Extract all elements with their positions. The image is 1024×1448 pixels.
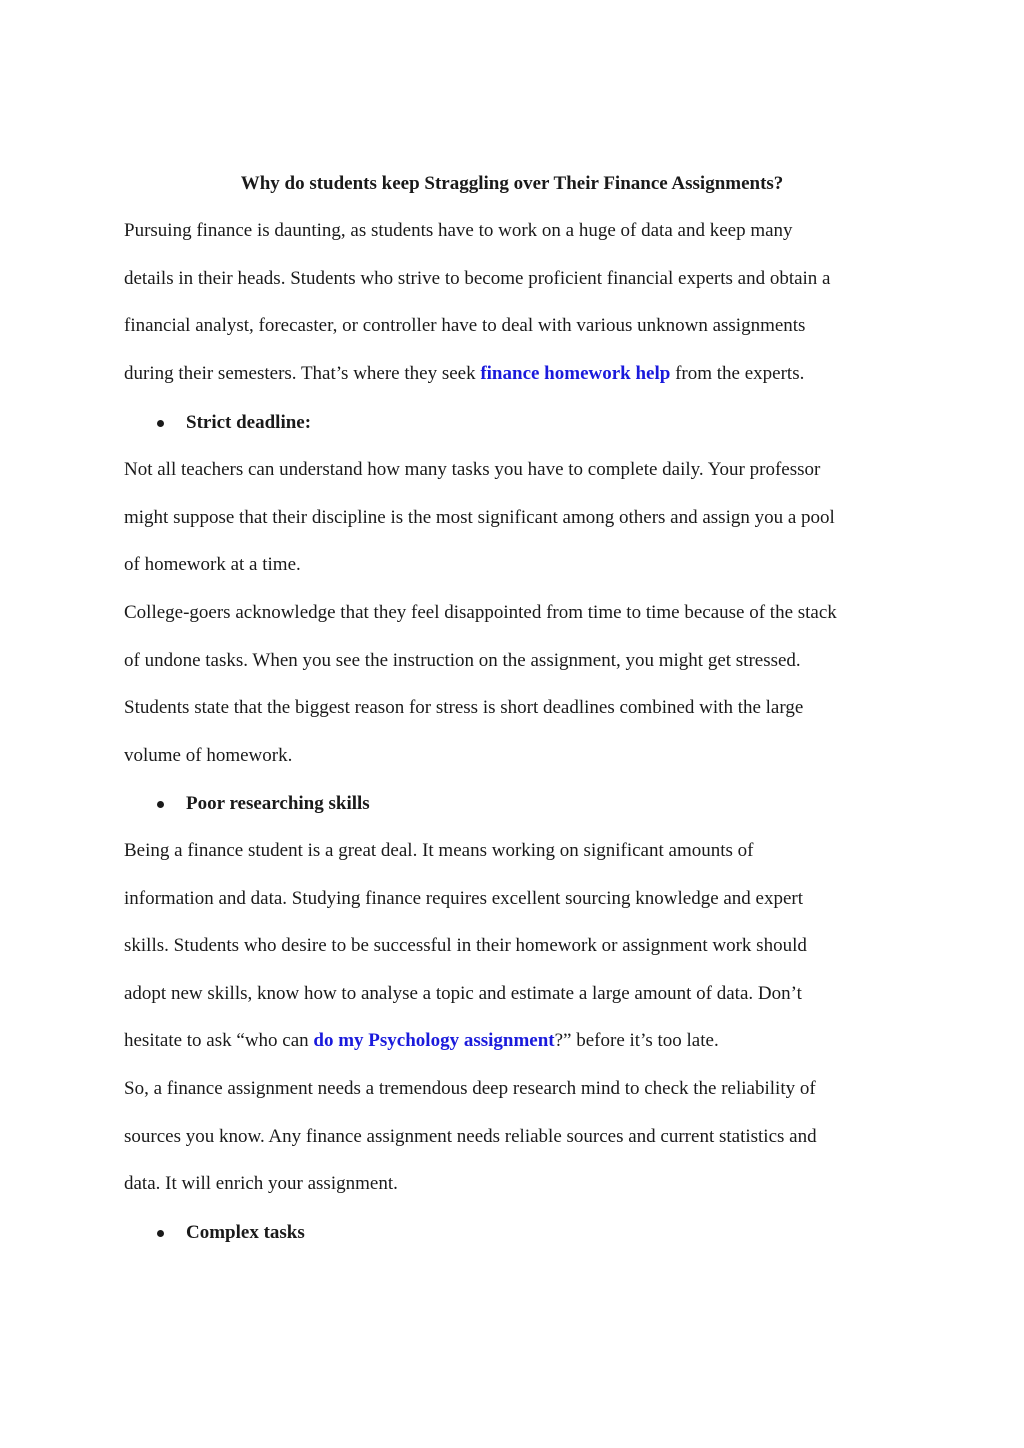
section1-p2-line-2: of undone tasks. When you see the instruction on the assignment, you might get stressed. xyxy=(124,649,801,671)
document-title: Why do students keep Straggling over Their Finance Assignments? xyxy=(240,173,784,194)
bullet-label: Complex tasks xyxy=(186,1222,305,1243)
bullet-dot-icon xyxy=(157,801,164,808)
section2-p1-line-4: adopt new skills, know how to analyse a topic and estimate a large amount of data. Don’t xyxy=(124,982,802,1004)
section1-p1-line-2: might suppose that their discipline is the most significant among others and assign you a pool xyxy=(124,506,835,528)
section2-p1-line-5-text-before: hesitate to ask “who can xyxy=(124,1030,314,1051)
section2-p1-line-5 xyxy=(124,1017,914,1065)
section1-p1-line-1: Not all teachers can understand how many tasks you have to complete daily. Your professor xyxy=(124,459,821,480)
bullet-dot-icon xyxy=(157,420,164,427)
bullet-dot-icon xyxy=(157,1230,164,1237)
section1-paragraph-1 xyxy=(124,446,914,589)
section2-paragraph-2 xyxy=(124,1065,914,1208)
bullet-label: Poor researching skills xyxy=(186,793,370,814)
section2-p2-line-1: So, a finance assignment needs a tremendous deep research mind to check the reliability of xyxy=(124,1078,816,1099)
section1-p2-line-1: College-goers acknowledge that they feel disappointed from time to time because of the stack xyxy=(124,602,837,623)
section2-p1-line-1: Being a finance student is a great deal. It means working on significant amounts of xyxy=(124,840,754,861)
section2-p1-line-3: skills. Students who desire to be successful in their homework or assignment work should xyxy=(124,935,807,956)
section2-paragraph-1 xyxy=(124,827,914,1065)
section1-p1-line-3: of homework at a time. xyxy=(124,554,301,575)
do-my-psychology-assignment-link[interactable]: do my Psychology assignment xyxy=(313,1030,555,1051)
intro-line-3: financial analyst, forecaster, or controller have to deal with various unknown assignments xyxy=(124,315,806,336)
section2-p1-line-5-text-after: ?” before it’s too late. xyxy=(554,1030,719,1051)
section1-p2-line-4: volume of homework. xyxy=(124,744,293,766)
intro-paragraph xyxy=(124,207,914,397)
intro-line-4-text-before: during their semesters. That’s where they seek xyxy=(124,362,481,384)
intro-line-1: Pursuing finance is daunting, as students have to work on a huge of data and keep many xyxy=(124,220,793,241)
section2-p1-line-2: information and data. Studying finance requires excellent sourcing knowledge and expert xyxy=(124,887,804,909)
intro-line-4 xyxy=(124,350,914,398)
section1-paragraph-2 xyxy=(124,589,914,779)
section2-p2-line-3: data. It will enrich your assignment. xyxy=(124,1173,398,1194)
intro-line-4-text-after: from the experts. xyxy=(670,362,805,384)
intro-line-2: details in their heads. Students who strive to become proficient financial experts and obtain a xyxy=(124,267,831,289)
section2-p2-line-2: sources you know. Any finance assignment needs reliable sources and current statistics and xyxy=(124,1125,817,1147)
bullet-label: Strict deadline: xyxy=(186,412,312,433)
section1-p2-line-3: Students state that the biggest reason for stress is short deadlines combined with the large xyxy=(124,697,804,718)
finance-homework-help-link[interactable]: finance homework help xyxy=(480,362,671,384)
